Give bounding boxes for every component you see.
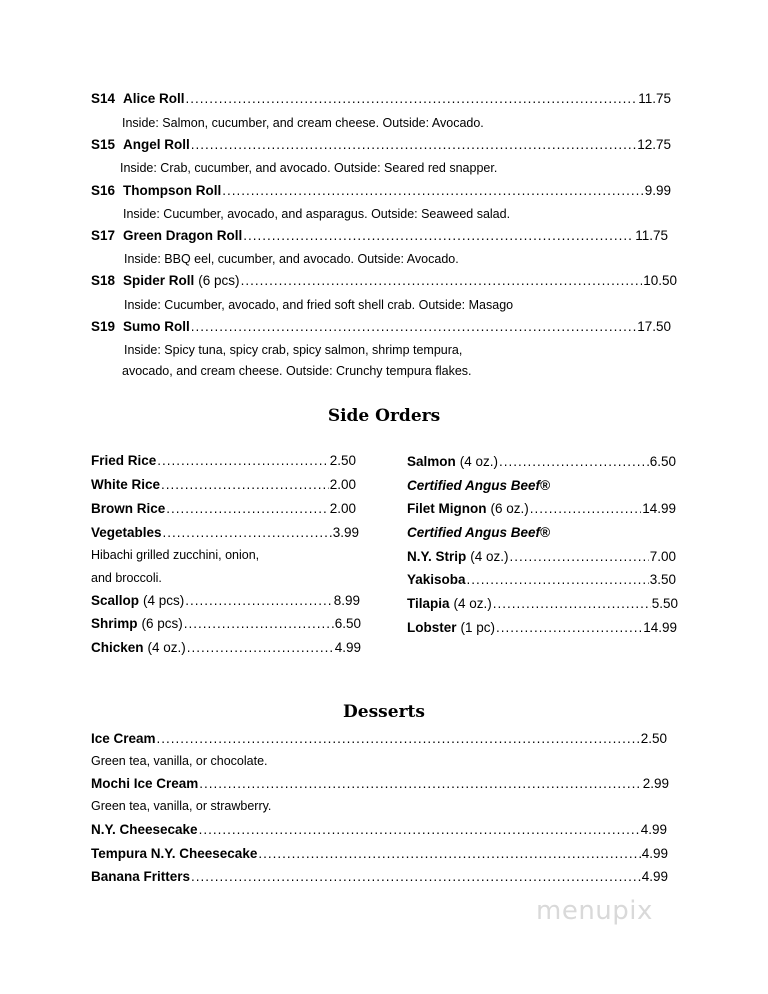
- item-code: S15: [91, 137, 116, 152]
- leader-dots: [510, 549, 649, 564]
- item-name: Alice Roll: [123, 91, 185, 106]
- item-price: 2.00: [329, 477, 356, 492]
- side-item-shrimp: [91, 616, 361, 631]
- leader-dots: [185, 593, 332, 608]
- item-description: Green tea, vanilla, or chocolate.: [91, 754, 268, 768]
- item-description: Inside: BBQ eel, cucumber, and avocado. Outside: Avocado.: [124, 252, 459, 266]
- item-name: Angel Roll: [123, 137, 190, 152]
- item-portion: (4 oz.): [459, 454, 499, 469]
- item-name: Vegetables: [91, 525, 162, 540]
- dessert-item-ny-cheesecake: [91, 822, 667, 837]
- item-name: Mochi Ice Cream: [91, 776, 199, 791]
- leader-dots: [157, 731, 640, 746]
- item-name: Green Dragon Roll: [123, 228, 243, 243]
- leader-dots: [199, 822, 640, 837]
- leader-dots: [243, 228, 634, 243]
- side-item-tilapia: [407, 596, 678, 611]
- leader-dots: [496, 620, 642, 635]
- item-price: 7.00: [649, 549, 676, 564]
- item-price: 5.50: [651, 596, 678, 611]
- item-price: 4.99: [641, 869, 668, 884]
- leader-dots: [186, 91, 638, 106]
- side-item-brown-rice: [91, 501, 356, 516]
- dessert-item-ice-cream: [91, 731, 667, 746]
- item-price: 4.99: [641, 846, 668, 861]
- item-code: S14: [91, 91, 116, 106]
- item-name: Fried Rice: [91, 453, 157, 468]
- dessert-item-banana-fritters: [91, 869, 668, 884]
- leader-dots: [222, 183, 643, 198]
- side-item-filet-mignon: [407, 501, 676, 516]
- leader-dots: [499, 454, 649, 469]
- menu-item-s18: [91, 273, 677, 288]
- item-name: Lobster: [407, 620, 457, 635]
- item-name: Yakisoba: [407, 572, 466, 587]
- item-price: 17.50: [637, 319, 671, 334]
- leader-dots: [191, 869, 641, 884]
- item-portion: (4 oz.): [147, 640, 186, 655]
- leader-dots: [157, 453, 328, 468]
- item-price: 4.99: [640, 822, 667, 837]
- dessert-item-tempura-ny-cheesecake: [91, 846, 668, 861]
- item-portion: (1 pc): [460, 620, 496, 635]
- leader-dots: [163, 525, 332, 540]
- side-item-scallop: [91, 593, 360, 608]
- item-name: N.Y. Strip: [407, 549, 467, 564]
- side-item-salmon: [407, 454, 676, 469]
- item-price: 11.75: [638, 91, 671, 106]
- item-code: S17: [91, 228, 116, 243]
- leader-dots: [187, 640, 334, 655]
- item-description: Inside: Spicy tuna, spicy crab, spicy salmon, shrimp tempura,: [124, 343, 463, 357]
- side-item-chicken: [91, 640, 361, 655]
- item-name: Brown Rice: [91, 501, 166, 516]
- item-name: Tempura N.Y. Cheesecake: [91, 846, 258, 861]
- item-price: 2.00: [329, 501, 356, 516]
- leader-dots: [241, 273, 643, 288]
- item-description: Inside: Crab, cucumber, and avocado. Outside: Seared red snapper.: [120, 161, 498, 175]
- item-code: S16: [91, 183, 116, 198]
- item-name: Tilapia: [407, 596, 450, 611]
- menu-item-s16: [91, 183, 671, 198]
- leader-dots: [166, 501, 328, 516]
- item-price: 8.99: [333, 593, 360, 608]
- item-portion: (6 oz.): [490, 501, 529, 516]
- item-price: 3.99: [332, 525, 359, 540]
- item-price: 14.99: [642, 501, 676, 516]
- item-code: S19: [91, 319, 116, 334]
- item-price: 3.50: [649, 572, 676, 587]
- item-name: Sumo Roll: [123, 319, 190, 334]
- item-portion: (4 pcs): [143, 593, 185, 608]
- side-item-fried-rice: [91, 453, 356, 468]
- item-name: Filet Mignon: [407, 501, 487, 516]
- item-price: 9.99: [644, 183, 671, 198]
- item-portion: (6 pcs): [141, 616, 183, 631]
- leader-dots: [184, 616, 334, 631]
- leader-dots: [191, 319, 636, 334]
- menu-item-s17: [91, 228, 668, 243]
- item-description: Inside: Salmon, cucumber, and cream cheese. Outside: Avocado.: [122, 116, 484, 130]
- item-name: Ice Cream: [91, 731, 156, 746]
- item-name: N.Y. Cheesecake: [91, 822, 198, 837]
- item-price: 2.50: [640, 731, 667, 746]
- item-price: 11.75: [635, 228, 668, 243]
- menu-item-s15: [91, 137, 671, 152]
- leader-dots: [530, 501, 641, 516]
- item-price: 14.99: [643, 620, 677, 635]
- side-item-ny-strip: [407, 549, 676, 564]
- item-price: 2.99: [642, 776, 669, 791]
- item-price: 6.50: [334, 616, 361, 631]
- item-name: Shrimp: [91, 616, 138, 631]
- leader-dots: [493, 596, 651, 611]
- side-item-lobster: [407, 620, 677, 635]
- menu-item-s14: [91, 91, 671, 106]
- item-price: 12.75: [637, 137, 671, 152]
- side-item-yakisoba: [407, 572, 676, 587]
- item-name: Thompson Roll: [123, 183, 222, 198]
- item-code: S18: [91, 273, 116, 288]
- watermark-logo: menupix: [536, 896, 653, 926]
- item-name: Chicken: [91, 640, 144, 655]
- leader-dots: [258, 846, 640, 861]
- section-heading-side-orders: Side Orders: [327, 406, 441, 426]
- leader-dots: [161, 477, 329, 492]
- item-portion: (4 oz.): [470, 549, 509, 564]
- certified-angus-label: Certified Angus Beef®: [407, 525, 550, 540]
- item-description: and broccoli.: [91, 571, 162, 585]
- item-description: Inside: Cucumber, avocado, and asparagus. Outside: Seaweed salad.: [123, 207, 511, 221]
- item-portion: (4 oz.): [453, 596, 492, 611]
- item-price: 4.99: [334, 640, 361, 655]
- item-portion: (6 pcs): [198, 273, 240, 288]
- item-description: Hibachi grilled zucchini, onion,: [91, 548, 260, 562]
- leader-dots: [199, 776, 641, 791]
- item-price: 10.50: [643, 273, 677, 288]
- item-name: White Rice: [91, 477, 161, 492]
- dessert-item-mochi-ice-cream: [91, 776, 669, 791]
- item-name: Scallop: [91, 593, 140, 608]
- certified-angus-label: Certified Angus Beef®: [407, 478, 550, 493]
- item-description: Inside: Cucumber, avocado, and fried soft shell crab. Outside: Masago: [124, 298, 514, 312]
- item-name: Salmon: [407, 454, 456, 469]
- item-price: 2.50: [329, 453, 356, 468]
- side-item-vegetables: [91, 525, 359, 540]
- side-item-white-rice: [91, 477, 356, 492]
- section-heading-desserts: Desserts: [343, 702, 425, 722]
- item-description: avocado, and cream cheese. Outside: Crunchy tempura flakes.: [122, 364, 472, 378]
- item-description: Green tea, vanilla, or strawberry.: [91, 799, 272, 813]
- leader-dots: [467, 572, 649, 587]
- leader-dots: [191, 137, 636, 152]
- item-price: 6.50: [649, 454, 676, 469]
- item-name: Spider Roll: [123, 273, 195, 288]
- item-name: Banana Fritters: [91, 869, 191, 884]
- menu-item-s19: [91, 319, 671, 334]
